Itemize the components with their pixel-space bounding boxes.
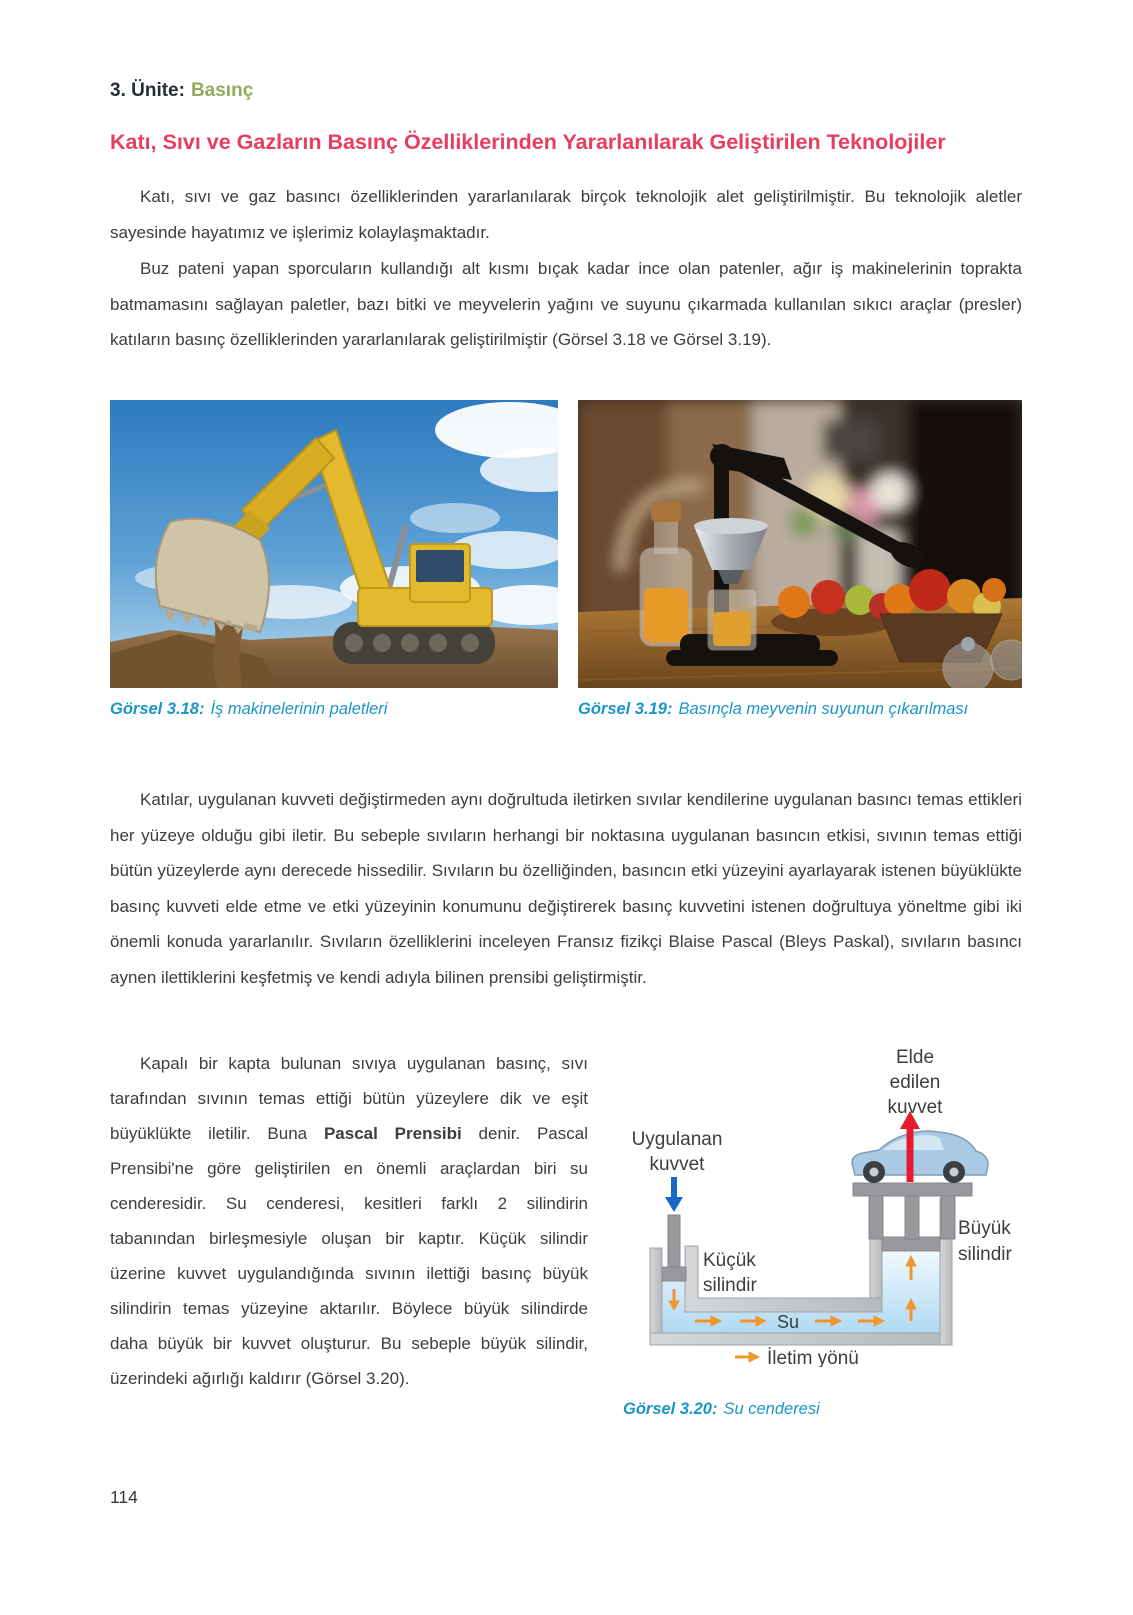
figure-caption-18 xyxy=(110,700,387,719)
figure-3-18 xyxy=(110,400,558,688)
unit-label: 3. Ünite: xyxy=(110,80,185,101)
figure-caption-text: Su cenderesi xyxy=(723,1400,820,1418)
page-number: 114 xyxy=(110,1487,138,1507)
big-cylinder-label: Büyük xyxy=(958,1218,1011,1239)
small-piston-plate xyxy=(662,1267,686,1281)
paragraph-intro: Katı, sıvı ve gaz basıncı özelliklerinden yararlanılarak birçok teknolojik alet geliştirilmiştir. Bu teknolojik aletler sayesinde hayatımız ve işlerimiz kolaylaşmaktadır. xyxy=(110,187,1022,242)
paragraph-solids: Buz pateni yapan sporcuların kullandığı alt kısmı bıçak kadar ince olan patenler, ağır iş makinelerinin toprakta batmamasını sağlayan paletler, bazı bitki ve meyvelerin yağını ve suyunu çıkarmada kullanılan sıkıcı araçlar (presler) katıların basınç özelliklerinden yararlanılarak geliştirilmiştir (Görsel 3.18 ve Görsel 3.19). xyxy=(110,259,1022,349)
excavator-photo xyxy=(110,400,558,688)
figure-caption-20 xyxy=(623,1400,820,1419)
figure-caption-text: İş makinelerinin paletleri xyxy=(210,700,388,718)
pascal-text-before: Kapalı bir kapta bulunan sıvıya uygulanan basınç, sıvı tarafından sıvının temas ettiği bütün yüzeylere dik ve eşit büyüklükte iletilir. Buna xyxy=(110,1054,588,1143)
paragraph-liquids: Katılar, uygulanan kuvveti değiştirmeden aynı doğrultuda iletirken sıvılar kendilerine uygulanan basıncı temas ettikleri her yüzeye olduğu gibi iletir. Bu sebeple sıvıların herhangi bir noktasına uygulanan basıncın etkisi, sıvının temas ettiği bütün yüzeylerde aynı derecede hissedilir. Sıvıların bu özelliğinden, basıncın etki yüzeyini ayarlayarak istenen büyüklükte basınç kuvveti elde etme ve etki yüzeyinin konumunu değiştirerek basınç kuvvetini istenen doğrultuya yöneltme gibi iki önemli konuda yararlanılır. Sıvıların özelliklerini inceleyen Fransız fizikçi Blaise Pascal (Bleys Paskal), sıvıların basıncı aynen ilettiklerini keşfetmiş ve kendi adıyla bilinen prensibi geliştirmiştir. xyxy=(110,790,1022,987)
figure-label: Görsel 3.18: xyxy=(110,700,205,718)
applied-force-arrow xyxy=(665,1177,683,1212)
figure-label: Görsel 3.19: xyxy=(578,700,673,718)
applied-force-label: Uygulanan xyxy=(631,1129,723,1150)
hydraulic-press-diagram xyxy=(600,1005,1030,1367)
svg-text:silindir: silindir xyxy=(703,1275,757,1296)
water-label: Su xyxy=(776,1312,800,1332)
juicer-photo xyxy=(578,400,1022,688)
unit-name: Basınç xyxy=(190,80,254,101)
paragraph-pascal xyxy=(110,1046,588,1396)
car-illustration xyxy=(852,1131,988,1183)
unit-header xyxy=(110,80,253,102)
pascal-text-after: denir. Pascal Prensibi'ne göre geliştirilen en önemli araçlardan biri su cenderesidir. Su cenderesi, kesitleri farklı 2 silindirin tabanından birleşmesiyle oluşan bir kaptır. Küçük silindir üzerine kuvvet uygulandığında sıvının ilettiği basınç büyük silindirin temas yüzeyine aktarılır. Böylece büyük silindirde daha büyük bir kuvvet oluşturur. Bu sebeple büyük silindir, üzerindeki ağırlığı kaldırır (Görsel 3.20). xyxy=(110,1124,588,1388)
section-title: Katı, Sıvı ve Gazların Basınç Özelliklerinden Yararlanılarak Geliştirilen Teknolojiler xyxy=(110,130,946,154)
legend-arrow-icon xyxy=(735,1352,759,1362)
cab-window xyxy=(416,550,464,582)
figure-label: Görsel 3.20: xyxy=(623,1400,718,1418)
svg-text:silindir: silindir xyxy=(958,1244,1012,1265)
figure-caption-text: Basınçla meyvenin suyunun çıkarılması xyxy=(678,700,969,718)
small-piston-rod xyxy=(668,1215,680,1269)
obtained-force-label: Elde xyxy=(895,1047,935,1068)
figure-3-19 xyxy=(578,400,1022,688)
lift-platform xyxy=(853,1183,972,1196)
legend-label: İletim yönü xyxy=(767,1348,859,1367)
svg-text:kuvvet: kuvvet xyxy=(887,1097,943,1118)
small-cylinder-label: Küçük xyxy=(703,1250,756,1271)
svg-text:kuvvet: kuvvet xyxy=(649,1154,705,1175)
figure-caption-19 xyxy=(578,700,968,719)
svg-text:edilen: edilen xyxy=(889,1072,941,1093)
pascal-principle-term: Pascal Prensibi xyxy=(323,1124,462,1143)
